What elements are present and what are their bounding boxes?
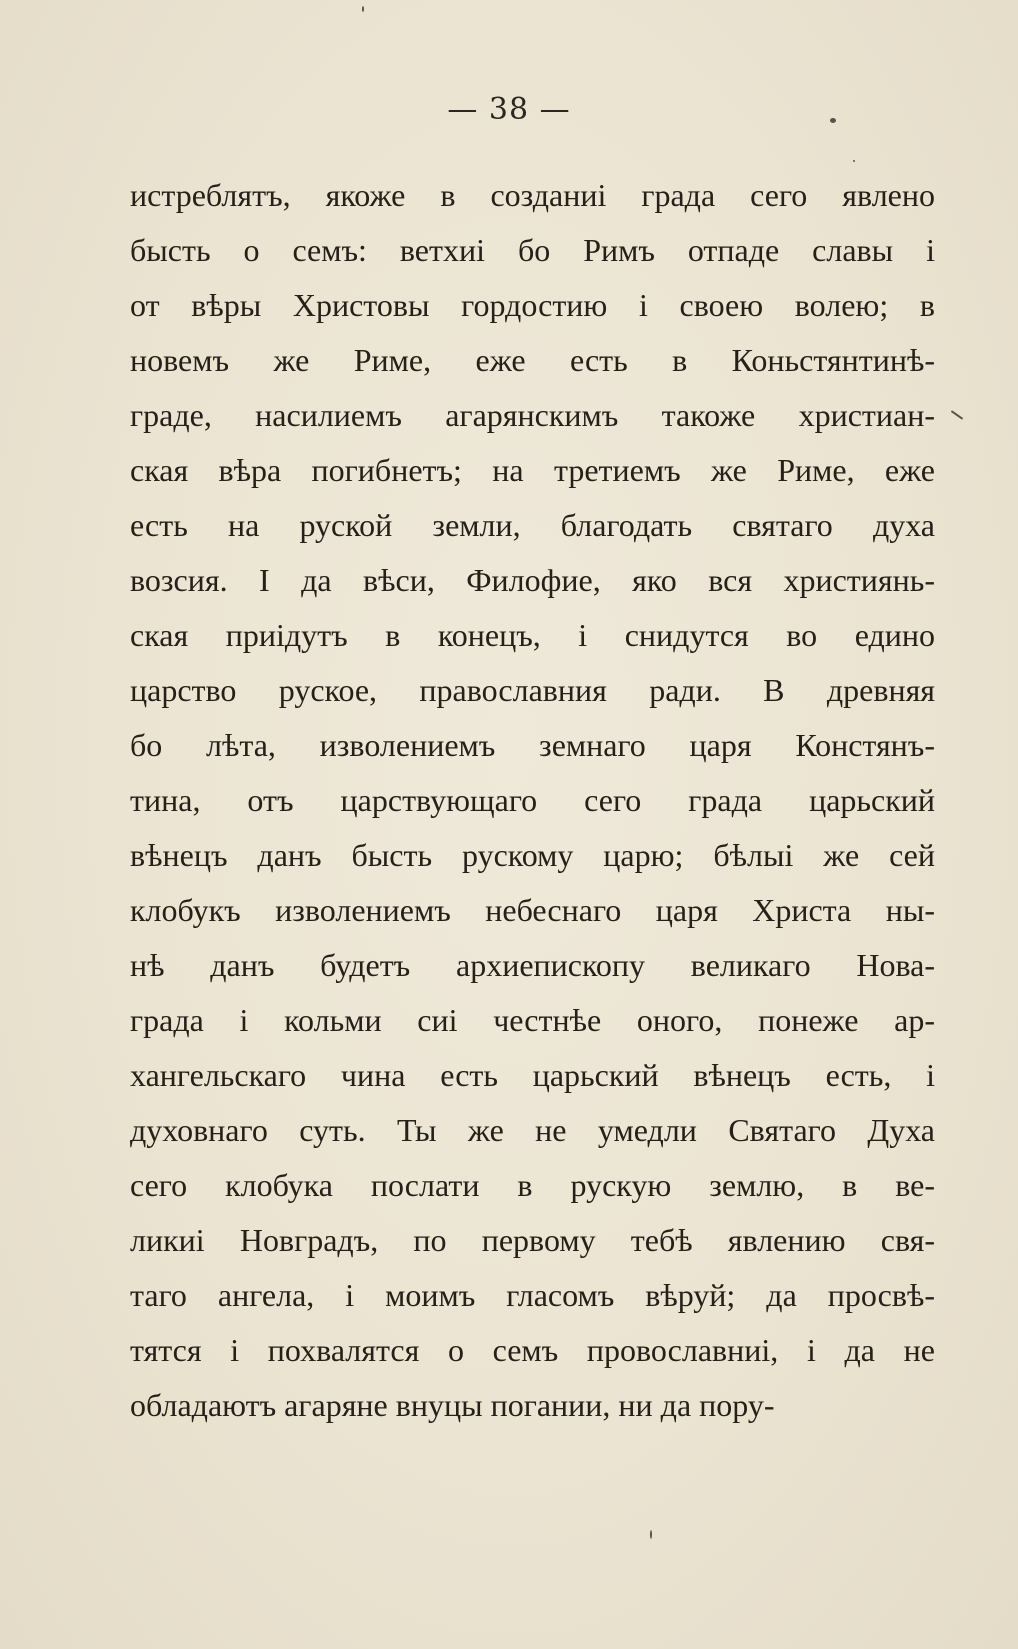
paper-speck <box>853 160 855 162</box>
text-line: обладаютъ агаряне внуцы погании, ни да пору- <box>130 1387 775 1423</box>
text-line: клобукъ изволениемъ небеснаго царя Христа ны- <box>130 892 935 928</box>
page-body-text <box>130 168 935 1433</box>
paper-speck <box>362 6 364 12</box>
text-line: бо лѣта, изволениемъ земнаго царя Констянъ- <box>130 727 935 763</box>
text-line: истреблятъ, якоже в созданиі града сего явлено <box>130 177 935 213</box>
text-line: тятся і похвалятся о семъ провославниі, і да не <box>130 1332 935 1368</box>
text-line: ская приідутъ в конецъ, і снидутся во едино <box>130 617 935 653</box>
text-line: хангельскаго чина есть царьский вѣнецъ есть, і <box>130 1057 935 1093</box>
text-line: сего клобука послати в рускую землю, в ве- <box>130 1167 935 1203</box>
text-line: возсия. І да вѣси, Филофие, яко вся християнь- <box>130 562 935 598</box>
text-line: граде, насилиемъ агарянскимъ такоже христиан- <box>130 397 935 433</box>
text-line: бысть о семъ: ветхиі бо Римъ отпаде славы і <box>130 232 935 268</box>
text-line: духовнаго суть. Ты же не умедли Святаго Духа <box>130 1112 935 1148</box>
text-line: таго ангела, і моимъ гласомъ вѣруй; да просвѣ- <box>130 1277 935 1313</box>
text-line: есть на руской земли, благодать святаго духа <box>130 507 935 543</box>
text-line: ликиі Новградъ, по первому тебѣ явлению свя- <box>130 1222 935 1258</box>
text-line: от вѣры Христовы гордостию і своею волею; в <box>130 287 935 323</box>
text-line: новемъ же Риме, еже есть в Коньстянтинѣ- <box>130 342 935 378</box>
text-line: града і кольми сиі честнѣе оного, понеже ар- <box>130 1002 935 1038</box>
page-number: — 38 — <box>447 92 571 127</box>
text-line: царство руское, православния ради. В древняя <box>130 672 935 708</box>
text-line: ская вѣра погибнетъ; на третиемъ же Риме, еже <box>130 452 935 488</box>
paper-speck <box>951 410 964 420</box>
text-line: вѣнецъ данъ бысть рускому царю; бѣлыі же сей <box>130 837 935 873</box>
text-line: нѣ данъ будетъ архиепископу великаго Нова- <box>130 947 935 983</box>
paper-speck <box>650 1530 652 1539</box>
paper-speck <box>830 118 836 123</box>
text-line: тина, отъ царствующаго сего града царьский <box>130 782 935 818</box>
